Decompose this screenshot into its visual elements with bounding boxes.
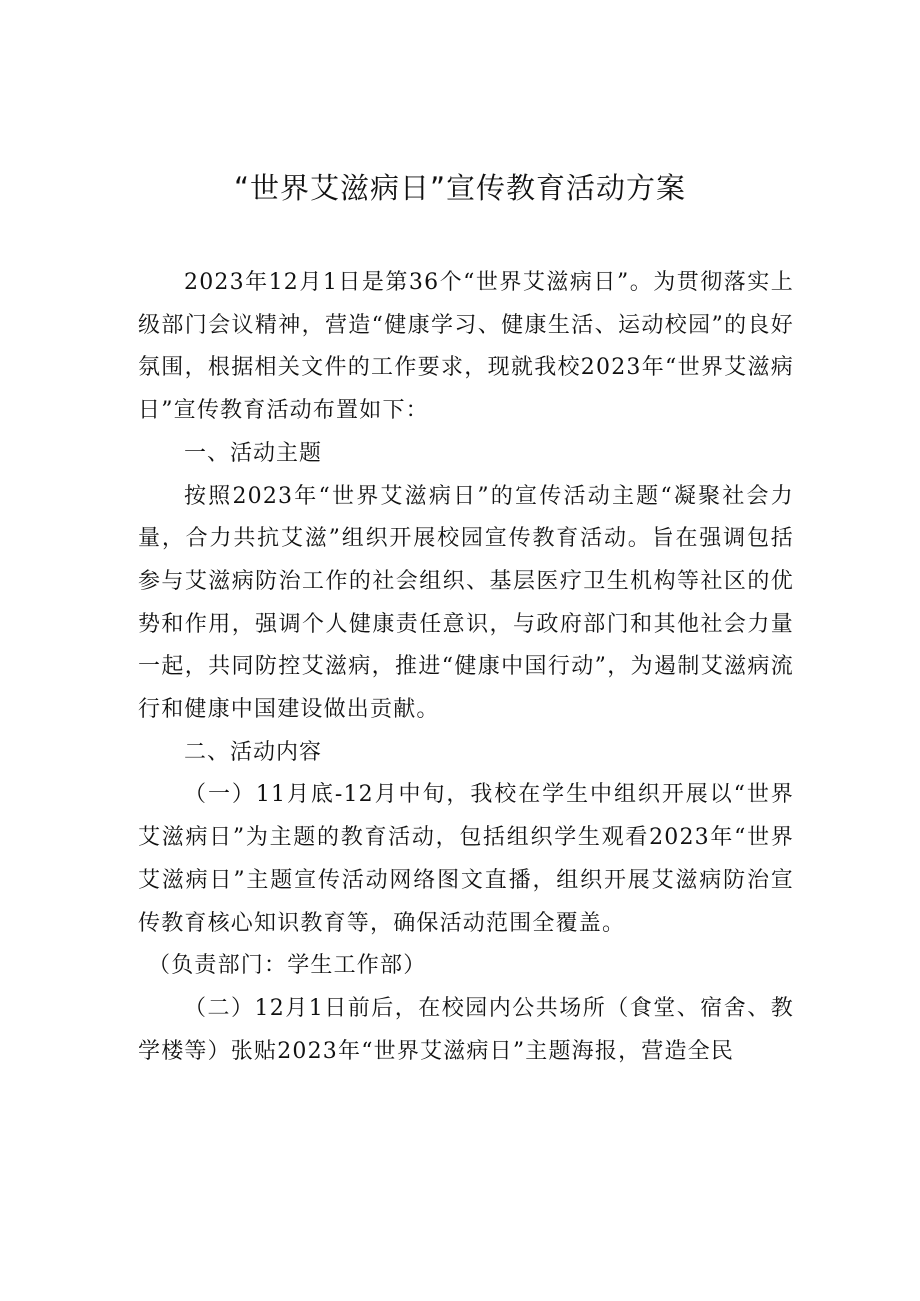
document-title: “世界艾滋病日”宣传教育活动方案 bbox=[233, 171, 687, 205]
theme-paragraph: 按照2023年“世界艾滋病日”的宣传活动主题“凝聚社会力量，合力共抗艾滋”组织开展校园宣传教育活动。旨在强调包括参与艾滋病防治工作的社会组织、基层医疗卫生机构等社区的优势和作用，强调个人健康责任意识，与政府部门和其他社会力量一起，共同防控艾滋病，推进“健康中国行动”，为遏制艾滋病流行和健康中国建设做出贡献。 bbox=[138, 483, 794, 723]
section-heading-theme: 一、活动主题 bbox=[184, 440, 323, 466]
intro-paragraph: 2023年12月1日是第36个“世界艾滋病日”。为贯彻落实上级部门会议精神，营造“健康学习、健康生活、运动校园”的良好氛围，根据相关文件的工作要求，现就我校2023年“世界艾滋病日”宣传教育活动布置如下： bbox=[138, 270, 794, 424]
section-heading-content: 二、活动内容 bbox=[184, 739, 323, 765]
document-body bbox=[138, 262, 794, 1073]
responsible-department: （负责部门：学生工作部） bbox=[148, 953, 427, 979]
content-item-2: （二）12月1日前后，在校园内公共场所（食堂、宿舍、教学楼等）张贴2023年“世界艾滋病日”主题海报，营造全民 bbox=[138, 995, 794, 1064]
content-item-1: （一）11月底-12月中旬，我校在学生中组织开展以“世界艾滋病日”为主题的教育活动，包括组织学生观看2023年“世界艾滋病日”主题宣传活动网络图文直播，组织开展艾滋病防治宣传教育核心知识教育等，确保活动范围全覆盖。 bbox=[138, 782, 794, 936]
